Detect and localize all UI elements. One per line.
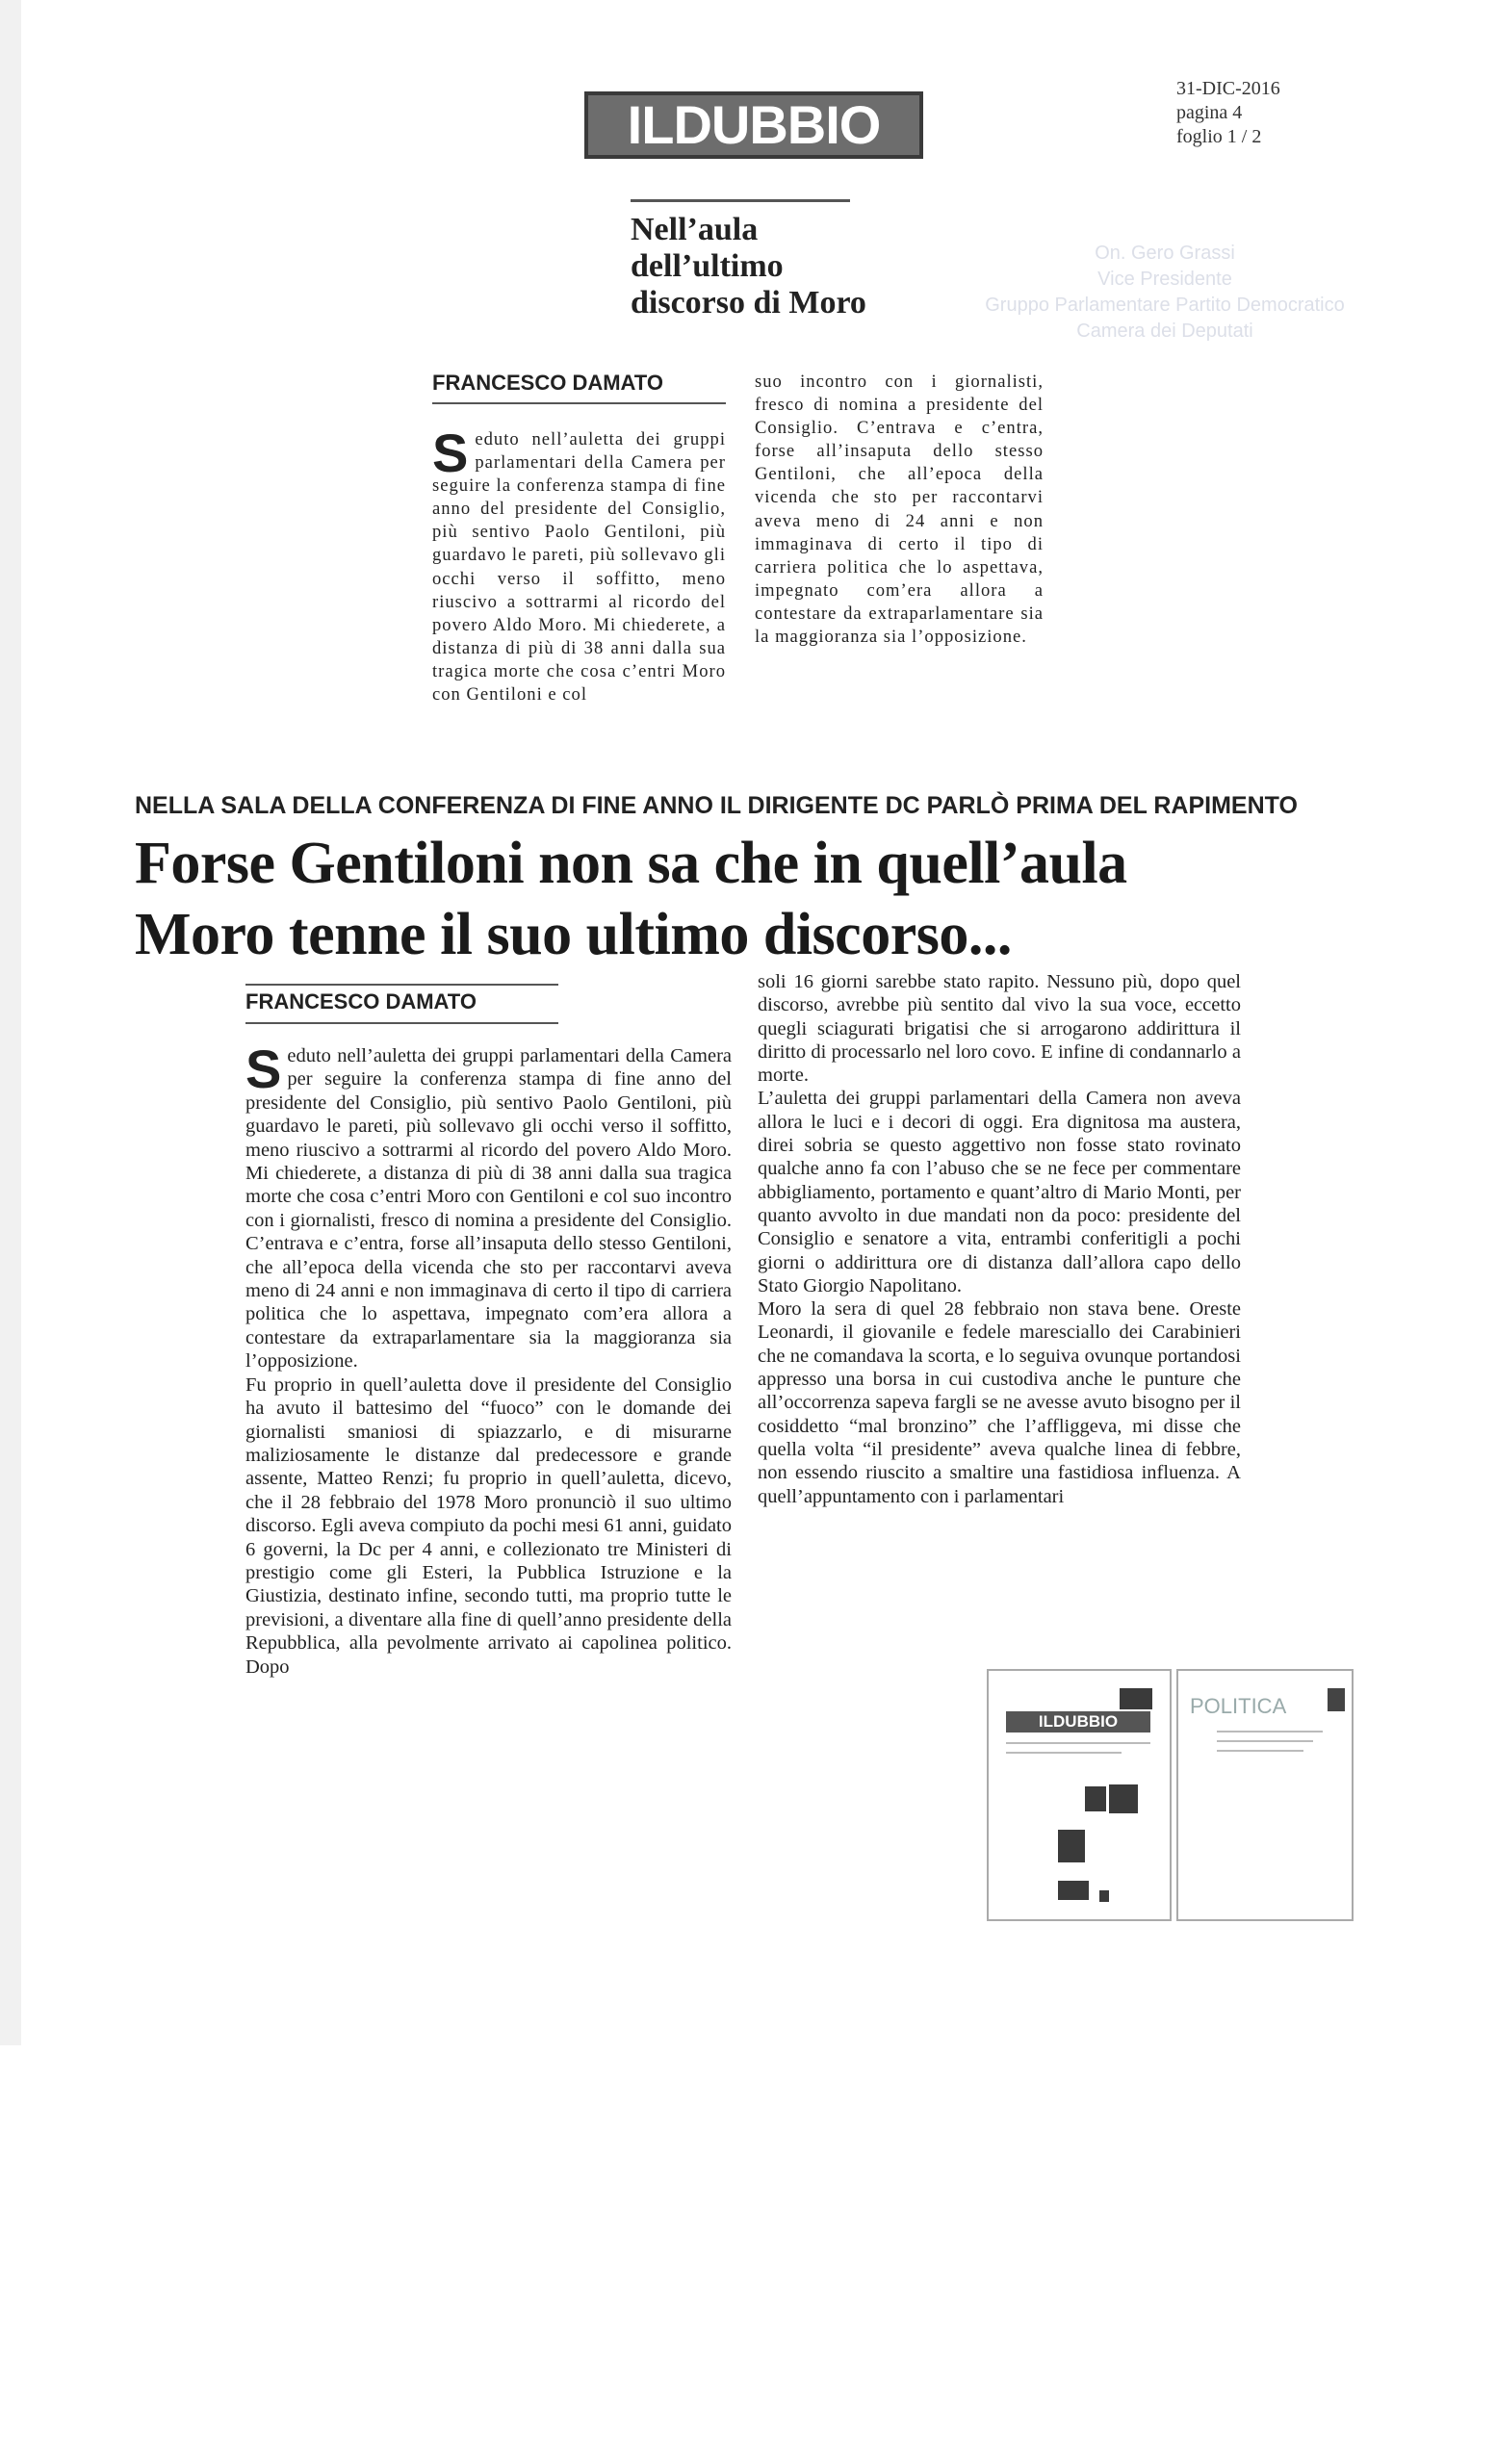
thumbnail-photo (1109, 1784, 1138, 1813)
byline-rule (432, 402, 726, 404)
article-paragraph: Fu proprio in quell’auletta dove il presidente del Consiglio ha avuto il battesimo del “fuoco” con le domande dei giornalisti smaniosi di spiazzarlo, e di misurarne maliziosamente le distanze dal predecessore e grande assente, Matteo Renzi; fu proprio in quell’auletta, dicevo, che il 28 febbraio del 1978 Moro pronunciò il suo ultimo discorso. Egli aveva compiuto da pochi mesi 61 anni, guidato 6 governi, la Dc per 4 anni, e collezionato tre Ministeri di prestigio come gli Esteri, la Pubblica Istruzione e la Giustizia, destinato infine, secondo tutti, ma proprio tutte le previsioni, a diventare alla fine di quell’anno presidente della Repubblica, alla pevolmente arrivato ai capolinea politico. Dopo (245, 1373, 732, 1678)
byline-bottom-rule (245, 1022, 558, 1024)
article-column-2 (758, 970, 1241, 1508)
article-headline (135, 828, 1406, 970)
stamp-date: 31-DIC-2016 (1176, 78, 1280, 99)
stamp-watermark (963, 241, 1367, 345)
watermark-line: Camera dei Deputati (1076, 321, 1253, 342)
scan-edge (0, 0, 21, 2045)
masthead-logo: ILDUBBIO (584, 91, 923, 159)
article-paragraph: Moro la sera di quel 28 febbraio non stava bene. Oreste Leonardi, il giovanile e fedele maresciallo dei Carabinieri che ne comandava la scorta, e lo seguiva ovunque portandosi appresso una borsa in cui custodiva anche le punture che all’occorrenza sapeva fargli se ne avesse avuto bisogno per il cosiddetto “mal bronzino” che l’affliggeva, mi disse che quella volta “il presidente” aveva qualche linea di febbre, non essendo riuscito a smaltire una fastidiosa influenza. A quell’appuntamento con i parlamentari (758, 1298, 1241, 1507)
article-paragraph: soli 16 giorni sarebbe stato rapito. Nessuno più, dopo quel discorso, avrebbe più sentito dal vivo la sua voce, eccetto quegli sciagurati brigatisi che si arrogarono addirittura il diritto di processarlo nel loro covo. E infine di condannarlo a morte. (758, 971, 1241, 1087)
article-paragraph: Seduto nell’auletta dei gruppi parlamentari della Camera per seguire la conferenza stampa di fine anno del presidente del Consiglio, più sentivo Paolo Gentiloni, più guardavo le pareti, più sollevavo gli occhi verso il soffitto, meno riuscivo a sottrarmi al ricordo del povero Aldo Moro. Mi chiederete, a distanza di più di 38 anni dalla sua tragica morte che cosa c’entri Moro con Gentiloni e col suo incontro con i giornalisti, fresco di nomina a presidente del Consiglio. C’entrava e c’entra, forse all’insaputa dello stesso Gentiloni, che all’epoca della vicenda che sto per raccontarvi aveva meno di 24 anni e non immaginava di certo il tipo di carriera politica che lo aspettava, impegnato com’era allora a contestare da extraparlamentare sia la maggioranza sia l’opposizione. (245, 1039, 732, 1373)
watermark-line: On. Gero Grassi (1095, 243, 1235, 264)
page-thumbnail-1 (987, 1669, 1172, 1921)
article-column-1 (245, 1039, 732, 1679)
small-article-text-1: eduto nell’auletta dei gruppi parlamentari della Camera per seguire la conferenza stampa di fine anno del presidente del Consiglio, più sentivo Paolo Gentiloni, più guardavo le pareti, più sollevavo gli occhi verso il soffitto, meno riuscivo a sottrarmi al ricordo del povero Aldo Moro. Mi chiederete, a distanza di più di 38 anni dalla sua tragica morte che cosa c’entri Moro con Gentiloni e col (432, 429, 726, 706)
headline-line: Moro tenne il suo ultimo discorso... (135, 902, 1012, 967)
page-thumbnail-2 (1176, 1669, 1354, 1921)
thumbnail-photo (1058, 1830, 1085, 1862)
small-article-title: Nell’aula dell’ultimo discorso di Moro (631, 212, 866, 321)
article-kicker: NELLA SALA DELLA CONFERENZA DI FINE ANNO IL DIRIGENTE DC PARLÒ PRIMA DEL RAPIMENTO (135, 792, 1298, 819)
drop-cap: S (245, 1039, 282, 1099)
thumbnail-text-line (1217, 1740, 1313, 1742)
thumbnail-section-label: POLITICA (1190, 1694, 1287, 1718)
small-article-column-1 (432, 423, 726, 706)
clipping-stamp (1176, 77, 1340, 149)
small-article-column-2: suo incontro con i giornalisti, fresco di nomina a presidente del Consiglio. C’entrava e c’entra, forse all’insaputa dello stesso Gentiloni, che all’epoca della vicenda che sto per raccontarvi aveva meno di 24 anni e non immaginava di certo il tipo di carriera politica che lo aspettava, impegnato com’era allora a contestare da extraparlamentare sia la maggioranza sia l’opposizione. (755, 372, 1044, 648)
thumbnail-badge (1328, 1688, 1345, 1711)
small-article-byline: FRANCESCO DAMATO (432, 371, 663, 395)
stamp-page: pagina 4 (1176, 102, 1243, 123)
thumbnail-text-line (1217, 1750, 1303, 1752)
byline-top-rule (245, 984, 558, 986)
thumbnail-text-line (1006, 1742, 1150, 1744)
thumbnail-photo (1085, 1786, 1106, 1811)
stamp-sheet: foglio 1 / 2 (1176, 126, 1262, 147)
title-rule (631, 199, 850, 202)
article-byline: FRANCESCO DAMATO (245, 989, 477, 1014)
thumbnail-text-line (1006, 1752, 1122, 1754)
drop-cap: S (432, 423, 470, 483)
headline-line: Forse Gentiloni non sa che in quell’aula (135, 831, 1127, 896)
watermark-line: Vice Presidente (1097, 269, 1232, 290)
watermark-line: Gruppo Parlamentare Partito Democratico (985, 295, 1345, 316)
thumbnail-text-line (1217, 1731, 1323, 1732)
thumbnail-badge (1120, 1688, 1152, 1709)
thumbnail-photo (1058, 1881, 1089, 1900)
thumbnail-masthead: ILDUBBIO (1006, 1711, 1150, 1732)
article-paragraph: L’auletta dei gruppi parlamentari della Camera non aveva allora le luci e i decori di oggi. Era dignitosa ma austera, direi sobria se questo aggettivo non fosse stato rovinato qualche anno fa con l’abuso che se ne fece per commentare abbigliamento, portamento e quant’altro di Mario Monti, per quanto avvolto in due mandati non da poco: presidente del Consiglio e senatore a vita, entrambi conferitigli a pochi giorni o addirittura ore di distanza dall’allora capo dello Stato Giorgio Napolitano. (758, 1088, 1241, 1296)
thumbnail-photo (1099, 1890, 1109, 1902)
